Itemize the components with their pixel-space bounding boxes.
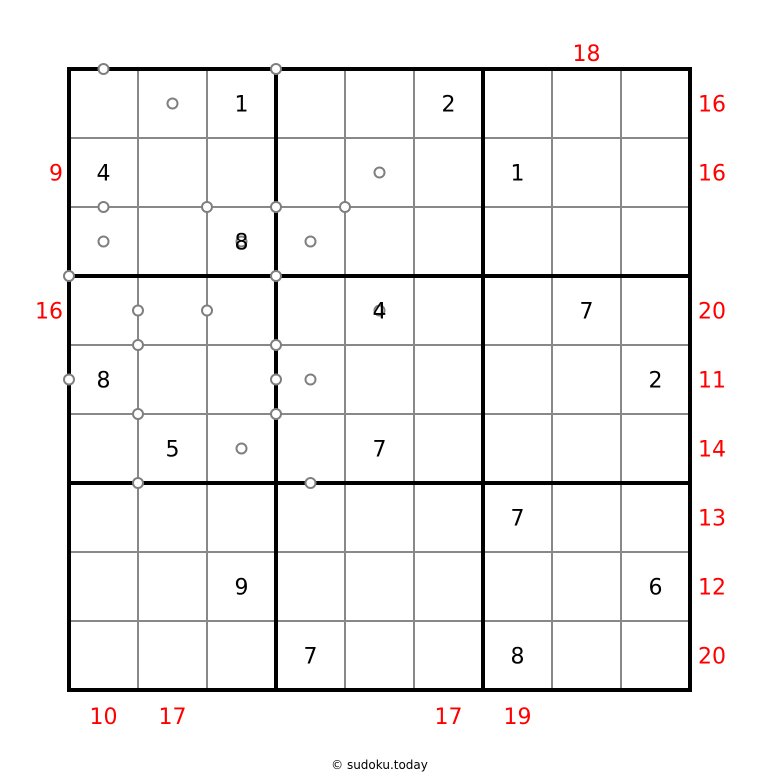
- given-digit: 4: [96, 161, 111, 187]
- right-clue: 12: [698, 575, 726, 601]
- given-digit: 6: [648, 575, 663, 601]
- grid-cell[interactable]: [138, 483, 207, 552]
- grid-cells[interactable]: [69, 69, 690, 690]
- grid-cell[interactable]: [276, 207, 345, 276]
- grid-cell[interactable]: [138, 138, 207, 207]
- grid-cell[interactable]: [276, 345, 345, 414]
- left-clue: 16: [35, 299, 63, 325]
- grid-cell[interactable]: [414, 621, 483, 690]
- given-digit: 2: [441, 92, 456, 118]
- grid-cell[interactable]: [414, 276, 483, 345]
- given-digit: 5: [165, 437, 180, 463]
- grid-cell[interactable]: [483, 552, 552, 621]
- given-digit: 8: [96, 368, 111, 394]
- grid-cell[interactable]: [483, 207, 552, 276]
- grid-cell[interactable]: [414, 138, 483, 207]
- given-digit: 7: [303, 644, 318, 670]
- grid-cell[interactable]: [552, 69, 621, 138]
- grid-cell[interactable]: [483, 414, 552, 483]
- grid-cell[interactable]: [69, 483, 138, 552]
- given-digit: 4: [372, 299, 387, 325]
- grid-cell[interactable]: [276, 414, 345, 483]
- given-digit: 7: [372, 437, 387, 463]
- right-clue: 11: [698, 368, 726, 394]
- grid-cell[interactable]: [552, 483, 621, 552]
- top-clue: 18: [572, 42, 601, 67]
- grid-cell[interactable]: [345, 483, 414, 552]
- grid-cell[interactable]: [345, 207, 414, 276]
- grid-cell[interactable]: [69, 621, 138, 690]
- grid-cell[interactable]: [345, 345, 414, 414]
- copyright-text: © sudoku.today: [331, 758, 428, 772]
- grid-cell[interactable]: [207, 345, 276, 414]
- grid-cell[interactable]: [621, 483, 690, 552]
- grid-cell[interactable]: [138, 69, 207, 138]
- given-digit: 1: [234, 92, 249, 118]
- given-digit: 8: [234, 230, 249, 256]
- given-digit: 2: [648, 368, 663, 394]
- grid-cell[interactable]: [207, 414, 276, 483]
- grid-cell[interactable]: [69, 552, 138, 621]
- grid-cell[interactable]: [552, 207, 621, 276]
- grid-cell[interactable]: [69, 69, 138, 138]
- right-clue: 16: [698, 92, 726, 118]
- grid-cell[interactable]: [552, 138, 621, 207]
- bottom-clue: 10: [89, 705, 118, 730]
- grid-cell[interactable]: [276, 138, 345, 207]
- grid-cell[interactable]: [345, 138, 414, 207]
- grid-cell[interactable]: [276, 69, 345, 138]
- grid-cell[interactable]: [621, 414, 690, 483]
- right-clue: 20: [698, 644, 726, 670]
- grid-cell[interactable]: [621, 276, 690, 345]
- grid-cell[interactable]: [207, 138, 276, 207]
- grid-cell[interactable]: [414, 345, 483, 414]
- bottom-clue: 19: [503, 705, 532, 730]
- grid-cell[interactable]: [207, 621, 276, 690]
- grid-cell[interactable]: [69, 414, 138, 483]
- bottom-clue: 17: [158, 705, 187, 730]
- grid-cell[interactable]: [138, 552, 207, 621]
- grid-cell[interactable]: [345, 552, 414, 621]
- grid-cell[interactable]: [276, 552, 345, 621]
- left-clue: 9: [49, 161, 63, 187]
- grid-cell[interactable]: [552, 552, 621, 621]
- grid-cell[interactable]: [414, 483, 483, 552]
- given-digit: 9: [234, 575, 249, 601]
- grid-cell[interactable]: [207, 483, 276, 552]
- grid-cell[interactable]: [414, 552, 483, 621]
- grid-cell[interactable]: [138, 621, 207, 690]
- right-clue: 20: [698, 299, 726, 325]
- grid-cell[interactable]: [276, 483, 345, 552]
- right-clue: 13: [698, 506, 726, 532]
- grid-cell[interactable]: [138, 276, 207, 345]
- given-digit: 8: [510, 644, 525, 670]
- right-clue: 16: [698, 161, 726, 187]
- grid-cell[interactable]: [276, 276, 345, 345]
- grid-cell[interactable]: [414, 207, 483, 276]
- grid-cell[interactable]: [552, 414, 621, 483]
- grid-cell[interactable]: [69, 276, 138, 345]
- given-digit: 7: [510, 506, 525, 532]
- grid-cell[interactable]: [483, 69, 552, 138]
- grid-cell[interactable]: [621, 69, 690, 138]
- grid-cell[interactable]: [621, 621, 690, 690]
- grid-cell[interactable]: [552, 345, 621, 414]
- grid-cell[interactable]: [414, 414, 483, 483]
- grid-cell[interactable]: [69, 207, 138, 276]
- grid-cell[interactable]: [207, 276, 276, 345]
- grid-cell[interactable]: [483, 276, 552, 345]
- grid-cell[interactable]: [483, 345, 552, 414]
- given-digit: 1: [510, 161, 525, 187]
- grid-cell[interactable]: [552, 621, 621, 690]
- right-clue: 14: [698, 437, 726, 463]
- grid-cell[interactable]: [138, 207, 207, 276]
- grid-cell[interactable]: [621, 138, 690, 207]
- grid-cell[interactable]: [621, 207, 690, 276]
- grid-cell[interactable]: [345, 69, 414, 138]
- bottom-clue: 17: [434, 705, 463, 730]
- grid-cell[interactable]: [138, 345, 207, 414]
- given-digit: 7: [579, 299, 594, 325]
- grid-cell[interactable]: [345, 621, 414, 690]
